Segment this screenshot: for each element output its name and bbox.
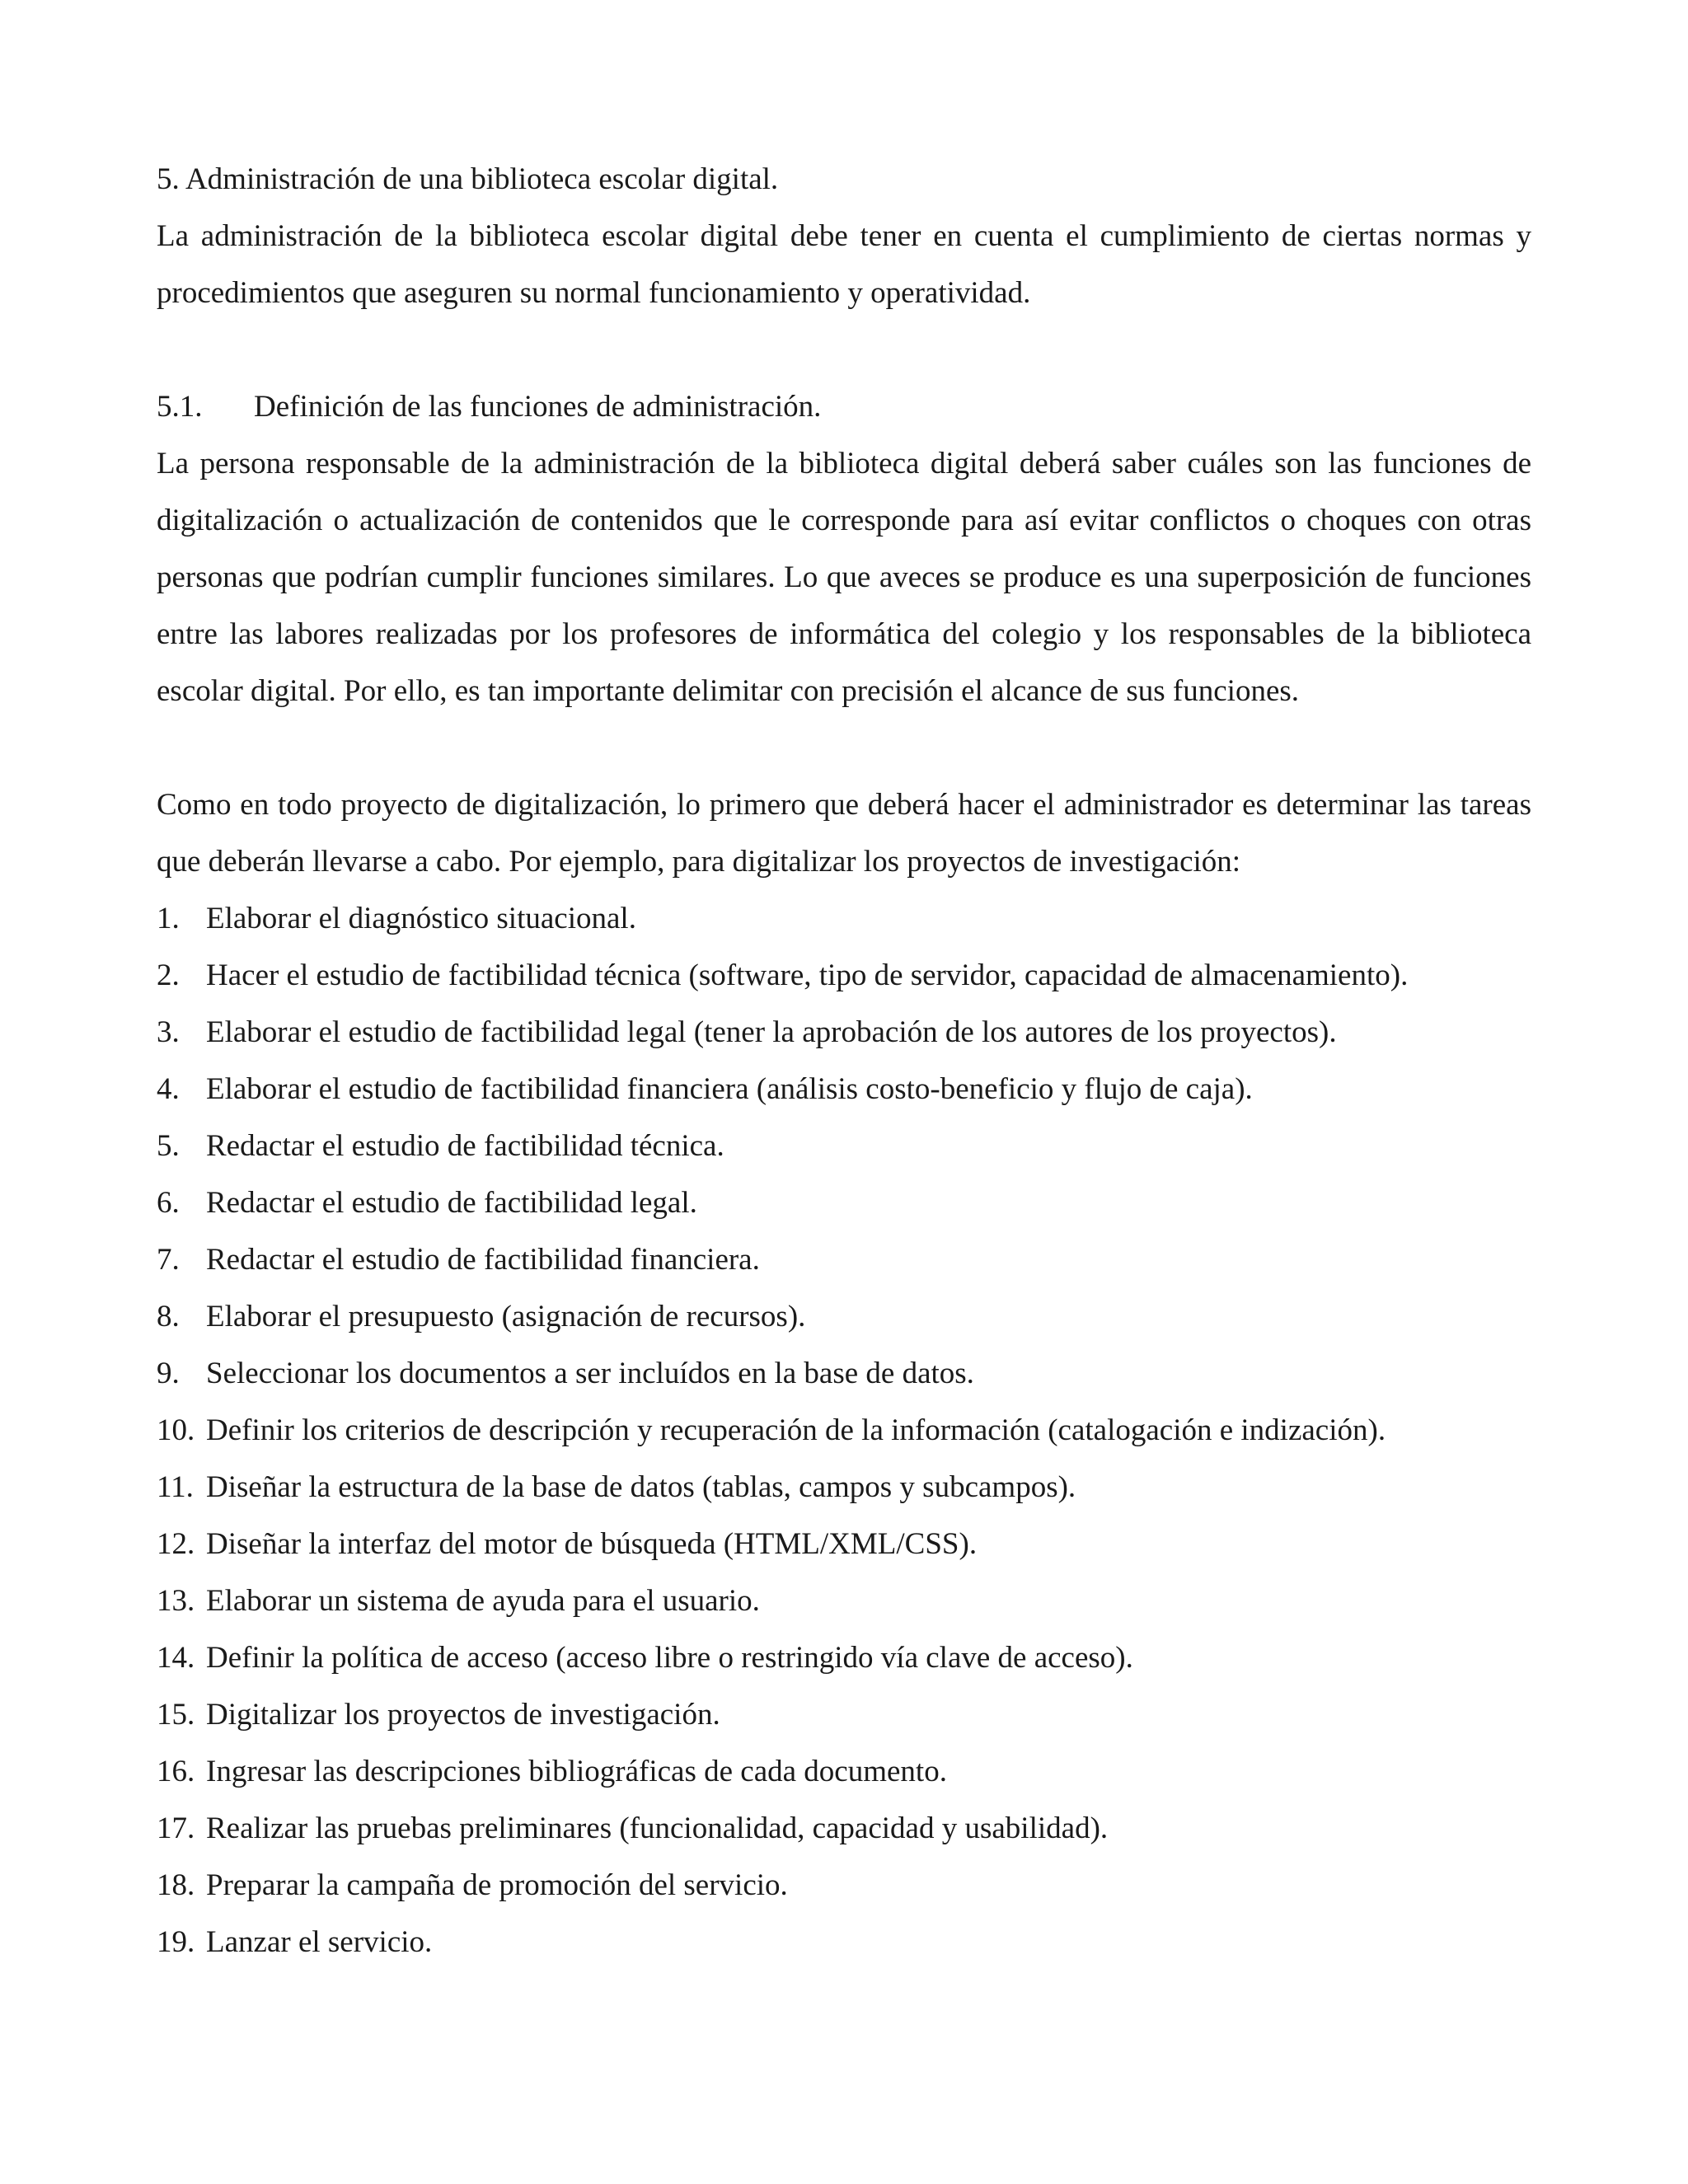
list-item-number: 5. — [157, 1129, 180, 1163]
list-item-text: Redactar el estudio de factibilidad técnica. — [206, 1129, 724, 1163]
list-item-number: 15. — [157, 1698, 195, 1732]
subsection-number: 5.1. — [157, 390, 203, 424]
list-item-text: Diseñar la estructura de la base de datos (tablas, campos y subcampos). — [206, 1470, 1076, 1504]
tasks-intro-paragraph: Como en todo proyecto de digitalización, lo primero que deberá hacer el administrador es determinar las tareas que deberán llevarse a cabo. Por ejemplo, para digitalizar los proyectos de investigación: — [157, 788, 1531, 879]
list-item — [157, 1629, 1531, 1686]
list-item — [157, 1516, 1531, 1572]
list-item — [157, 1231, 1531, 1288]
list-item-number: 14. — [157, 1641, 195, 1675]
list-item-text: Redactar el estudio de factibilidad financiera. — [206, 1243, 760, 1277]
list-item-text: Definir la política de acceso (acceso libre o restringido vía clave de acceso). — [206, 1641, 1133, 1675]
list-item — [157, 1174, 1531, 1231]
list-item — [157, 1459, 1531, 1516]
list-item-number: 10. — [157, 1413, 195, 1447]
list-item — [157, 1061, 1531, 1118]
paragraph-spacer — [157, 719, 1531, 776]
list-item-number: 3. — [157, 1015, 180, 1049]
list-item — [157, 1686, 1531, 1743]
list-item — [157, 1118, 1531, 1174]
list-item — [157, 1800, 1531, 1857]
list-item-text: Preparar la campaña de promoción del servicio. — [206, 1868, 788, 1902]
list-item-text: Elaborar el estudio de factibilidad legal (tener la aprobación de los autores de los proyectos). — [206, 1015, 1337, 1049]
section-intro-paragraph: La administración de la biblioteca escolar digital debe tener en cuenta el cumplimiento de ciertas normas y procedimientos que aseguren su normal funcionamiento y operatividad. — [157, 219, 1531, 310]
list-item-number: 7. — [157, 1243, 180, 1277]
subsection-paragraph: La persona responsable de la administración de la biblioteca digital deberá saber cuáles son las funciones de digitalización o actualización de contenidos que le corresponde para así evitar conflictos o choques con otras personas que podrían cumplir funciones similares. Lo que aveces se produce es una superposición de funciones entre las labores realizadas por los profesores de informática del colegio y los responsables de la biblioteca escolar digital. Por ello, es tan importante delimitar con precisión el alcance de sus funciones. — [157, 447, 1531, 708]
list-item — [157, 1857, 1531, 1914]
section-heading: 5. Administración de una biblioteca escolar digital. — [157, 162, 779, 196]
list-item-text: Seleccionar los documentos a ser incluídos en la base de datos. — [206, 1357, 974, 1390]
list-item — [157, 1345, 1531, 1402]
list-item-number: 8. — [157, 1300, 180, 1333]
list-item — [157, 1288, 1531, 1345]
list-item — [157, 1402, 1531, 1459]
list-item-text: Definir los criterios de descripción y recuperación de la información (catalogación e indización). — [206, 1413, 1386, 1447]
list-item-text: Lanzar el servicio. — [206, 1925, 433, 1959]
list-item-number: 18. — [157, 1868, 195, 1902]
list-item — [157, 1572, 1531, 1629]
list-item-number: 2. — [157, 958, 180, 992]
list-item-text: Elaborar un sistema de ayuda para el usuario. — [206, 1584, 760, 1618]
list-item-number: 4. — [157, 1072, 180, 1106]
document-page — [157, 151, 1531, 1971]
list-item-number: 13. — [157, 1584, 195, 1618]
list-item-number: 12. — [157, 1527, 195, 1561]
list-item-number: 9. — [157, 1357, 180, 1390]
list-item-number: 17. — [157, 1811, 195, 1845]
subsection-title: Definición de las funciones de administración. — [254, 390, 822, 424]
list-item-text: Realizar las pruebas preliminares (funcionalidad, capacidad y usabilidad). — [206, 1811, 1109, 1845]
list-item-text: Elaborar el estudio de factibilidad financiera (análisis costo-beneficio y flujo de caja). — [206, 1072, 1253, 1106]
list-item — [157, 890, 1531, 947]
list-item-text: Redactar el estudio de factibilidad legal. — [206, 1186, 697, 1220]
list-item-text: Diseñar la interfaz del motor de búsqueda (HTML/XML/CSS). — [206, 1527, 978, 1561]
list-item — [157, 1004, 1531, 1061]
list-item — [157, 1743, 1531, 1800]
list-item-number: 11. — [157, 1470, 194, 1504]
list-item-number: 19. — [157, 1925, 195, 1959]
list-item-text: Ingresar las descripciones bibliográficas de cada documento. — [206, 1755, 947, 1788]
list-item-text: Hacer el estudio de factibilidad técnica (software, tipo de servidor, capacidad de almacenamiento). — [206, 958, 1409, 992]
list-item — [157, 947, 1531, 1004]
list-item-number: 16. — [157, 1755, 195, 1788]
list-item — [157, 1914, 1531, 1971]
list-item-text: Digitalizar los proyectos de investigación. — [206, 1698, 720, 1732]
subsection-heading — [157, 378, 1531, 435]
task-list — [157, 890, 1531, 1971]
list-item-text: Elaborar el presupuesto (asignación de recursos). — [206, 1300, 806, 1333]
list-item-number: 6. — [157, 1186, 180, 1220]
list-item-text: Elaborar el diagnóstico situacional. — [206, 902, 636, 935]
list-item-number: 1. — [157, 902, 180, 935]
